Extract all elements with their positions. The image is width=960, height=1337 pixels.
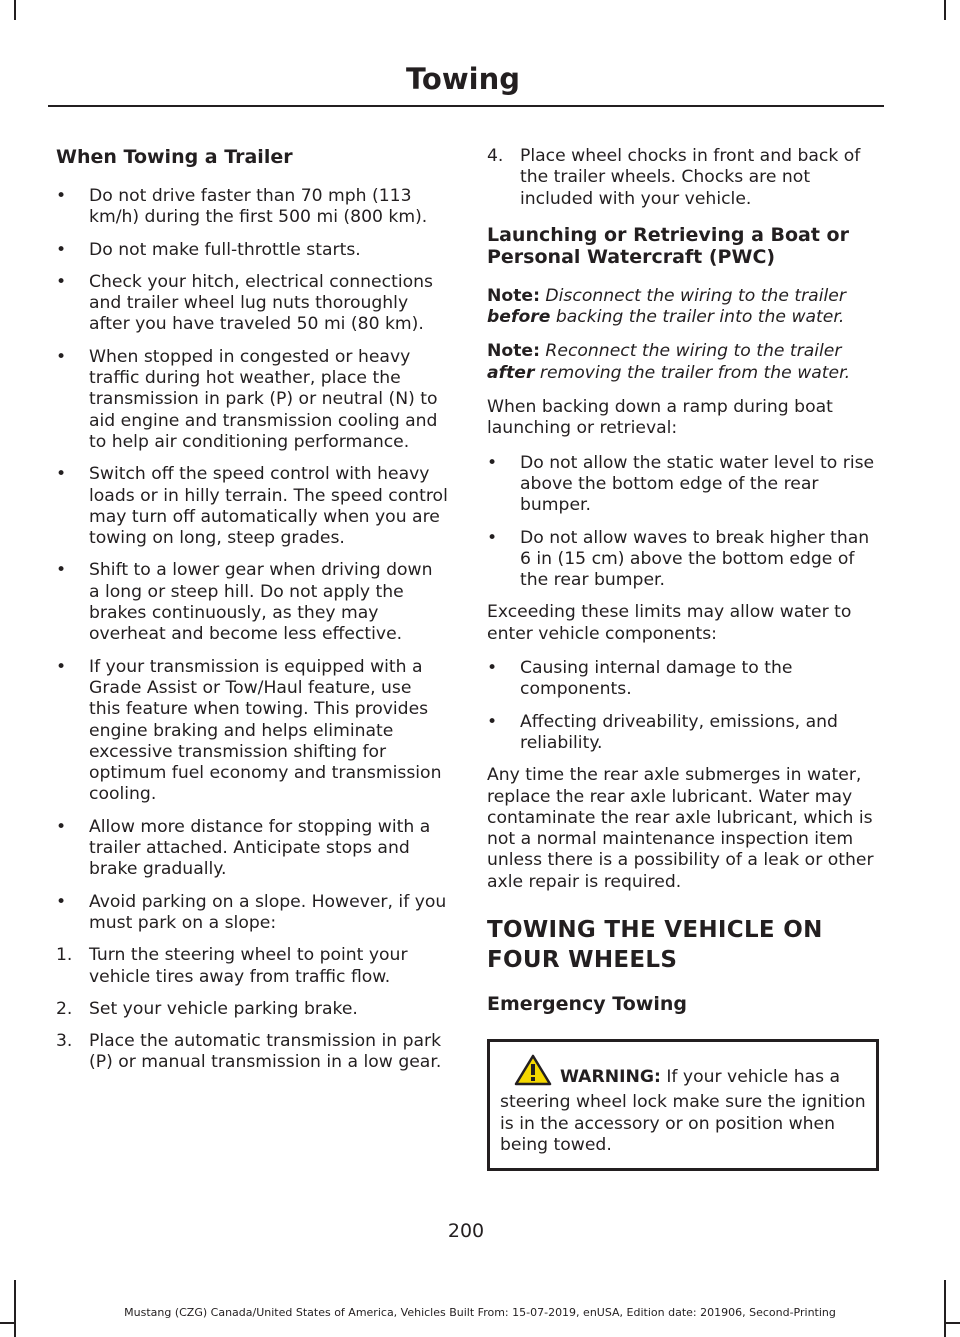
left-column bbox=[56, 146, 448, 1085]
list-item bbox=[56, 272, 448, 336]
note-reconnect bbox=[487, 341, 879, 384]
step-number: 2. bbox=[56, 998, 73, 1019]
list-item-text: When stopped in congested or heavy traffic during hot weather, place the transmission in park (P) or neutral (N) to aid engine and transmission cooling and to help air conditioning performance. bbox=[89, 346, 438, 452]
bullet-marker: • bbox=[487, 711, 498, 732]
bullet-marker: • bbox=[56, 271, 67, 292]
exceed-intro: Exceeding these limits may allow water to enter vehicle components: bbox=[487, 602, 852, 644]
backing-intro: When backing down a ramp during boat launching or retrieval: bbox=[487, 397, 833, 439]
bullet-marker: • bbox=[56, 816, 67, 837]
section-title-towing-four-wheels bbox=[487, 915, 879, 975]
warning-label: WARNING: bbox=[560, 1067, 661, 1088]
list-item bbox=[487, 658, 879, 701]
subsection-heading-emergency: Emergency Towing bbox=[487, 993, 687, 1016]
warning-text-block bbox=[500, 1054, 866, 1156]
crop-mark bbox=[0, 1322, 16, 1324]
note-text: removing the trailer from the water. bbox=[539, 362, 851, 383]
step-text: Place wheel chocks in front and back of the trailer wheels. Chocks are not included with your vehicle. bbox=[520, 146, 861, 209]
bullet-marker: • bbox=[487, 452, 498, 473]
step-text: Set your vehicle parking brake. bbox=[89, 998, 358, 1019]
step-text: Place the automatic transmission in park (P) or manual transmission in a low gear. bbox=[89, 1031, 442, 1073]
warning-triangle-icon bbox=[514, 1054, 552, 1092]
note-label: Note: bbox=[487, 285, 540, 306]
list-item-text: Causing internal damage to the components. bbox=[520, 658, 793, 700]
step-number: 3. bbox=[56, 1031, 73, 1052]
page-footer: Mustang (CZG) Canada/United States of America, Vehicles Built From: 15-07-2019, enUSA, Edition date: 201906, Second-Printing bbox=[124, 1306, 836, 1319]
note-emphasis: after bbox=[487, 362, 535, 383]
note-label: Note: bbox=[487, 341, 540, 362]
right-column bbox=[487, 146, 879, 1171]
note-disconnect bbox=[487, 286, 879, 329]
crop-mark bbox=[14, 0, 16, 20]
crop-mark bbox=[944, 0, 946, 20]
list-item bbox=[56, 347, 448, 453]
page-number: 200 bbox=[447, 1220, 485, 1242]
axle-paragraph: Any time the rear axle submerges in water, replace the rear axle lubricant. Water may contaminate the rear axle lubricant, which is not a normal maintenance inspection item unless there is a possibility of a leak or other axle repair is required. bbox=[487, 765, 874, 892]
bullet-marker: • bbox=[56, 186, 67, 206]
step-item bbox=[56, 1031, 448, 1074]
bullet-marker: • bbox=[487, 527, 498, 548]
list-item-text: Shift to a lower gear when driving down a long or steep hill. Do not apply the brakes continuously, as they may overheat and become less effective. bbox=[89, 560, 433, 645]
step-item bbox=[487, 146, 879, 210]
list-item bbox=[56, 186, 448, 229]
step-number: 1. bbox=[56, 945, 73, 966]
list-item-text: Do not allow the static water level to rise above the bottom edge of the rear bumper. bbox=[520, 452, 875, 516]
bullet-marker: • bbox=[56, 891, 67, 912]
list-item-text: Switch off the speed control with heavy loads or in hilly terrain. The speed control may turn off automatically when you are towing on long, steep grades. bbox=[89, 464, 448, 549]
list-item bbox=[487, 528, 879, 592]
section-title-line: TOWING THE VEHICLE ON bbox=[487, 917, 823, 944]
step-item bbox=[56, 945, 448, 988]
list-item-text: Do not drive faster than 70 mph (113 km/h) during the first 500 mi (800 km). bbox=[89, 186, 428, 228]
list-item-text: Do not allow waves to break higher than 6 in (15 cm) above the bottom edge of the rear bumper. bbox=[520, 527, 870, 591]
note-emphasis: before bbox=[487, 307, 551, 328]
list-item-text: If your transmission is equipped with a Grade Assist or Tow/Haul feature, use this feature when towing. This provides engine braking and helps eliminate excessive transmission shifting for optimum fuel economy and transmission cooling. bbox=[89, 656, 442, 805]
list-item bbox=[56, 240, 448, 261]
section-title-line: FOUR WHEELS bbox=[487, 947, 678, 974]
list-item bbox=[56, 560, 448, 645]
list-item bbox=[56, 657, 448, 806]
bullet-marker: • bbox=[56, 656, 67, 677]
step-text: Turn the steering wheel to point your vehicle tires away from traffic flow. bbox=[89, 945, 408, 987]
bullet-marker: • bbox=[56, 464, 67, 485]
bullet-marker: • bbox=[56, 560, 67, 581]
header-divider bbox=[48, 105, 884, 107]
bullet-marker: • bbox=[56, 239, 67, 260]
exceed-list bbox=[487, 658, 879, 754]
list-item-text: Check your hitch, electrical connections and trailer wheel lug nuts thoroughly after you have traveled 50 mi (80 km). bbox=[89, 271, 433, 335]
note-text: backing the trailer into the water. bbox=[555, 307, 845, 328]
list-item-text: Do not make full-throttle starts. bbox=[89, 239, 361, 260]
page-header-title: Towing bbox=[406, 62, 520, 96]
step-number: 4. bbox=[487, 146, 504, 166]
crop-mark bbox=[944, 1322, 960, 1324]
bullet-marker: • bbox=[487, 658, 498, 679]
note-text: Reconnect the wiring to the trailer bbox=[545, 341, 842, 362]
list-item bbox=[56, 464, 448, 549]
note-text: Disconnect the wiring to the trailer bbox=[545, 285, 846, 306]
bullet-marker: • bbox=[56, 346, 67, 367]
towing-tips-list bbox=[56, 186, 448, 934]
warning-box bbox=[487, 1039, 879, 1171]
backing-list bbox=[487, 453, 879, 592]
list-item-text: Allow more distance for stopping with a trailer attached. Anticipate stops and brake gradually. bbox=[89, 816, 431, 880]
section-heading-when-towing: When Towing a Trailer bbox=[56, 146, 293, 168]
list-item bbox=[487, 453, 879, 517]
list-item bbox=[487, 712, 879, 755]
warning-text: If your vehicle has a steering wheel lock make sure the ignition is in the accessory or on position when being towed. bbox=[500, 1067, 866, 1155]
step-item bbox=[56, 999, 448, 1020]
parking-steps-continued bbox=[487, 146, 879, 210]
parking-steps-list bbox=[56, 945, 448, 1073]
list-item bbox=[56, 817, 448, 881]
list-item bbox=[56, 892, 448, 935]
list-item-text: Affecting driveability, emissions, and reliability. bbox=[520, 711, 838, 753]
list-item-text: Avoid parking on a slope. However, if you must park on a slope: bbox=[89, 891, 447, 933]
section-heading-launching: Launching or Retrieving a Boat or Personal Watercraft (PWC) bbox=[487, 223, 849, 268]
